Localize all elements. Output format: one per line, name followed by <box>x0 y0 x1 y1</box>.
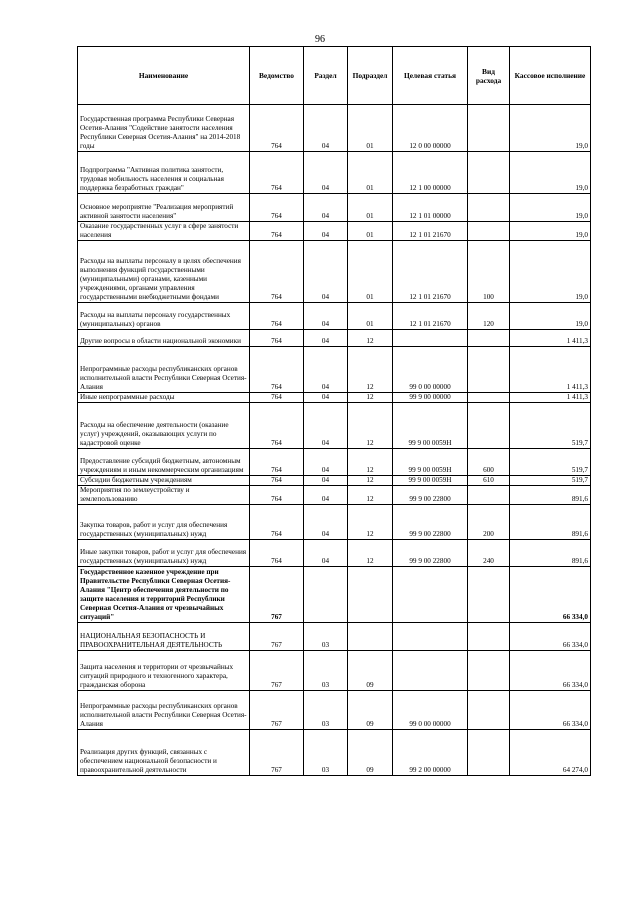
table-row <box>78 241 591 303</box>
cell-target: 99 9 00 0059Н <box>393 475 468 485</box>
cell-execution: 891,6 <box>510 539 591 566</box>
cell-name: Основное мероприятие "Реализация мероприятий активной занятости населения" <box>78 194 250 222</box>
cell-ministry: 764 <box>250 194 304 222</box>
table-row <box>78 475 591 485</box>
cell-execution: 66 334,0 <box>510 650 591 690</box>
cell-execution: 891,6 <box>510 504 591 539</box>
cell-target: 12 1 01 21670 <box>393 241 468 303</box>
cell-subsection: 12 <box>348 330 393 347</box>
cell-subsection: 12 <box>348 539 393 566</box>
cell-name: Предоставление субсидий бюджетным, автономным учреждениям и иным некоммерческим организациям <box>78 448 250 475</box>
cell-target: 12 1 00 00000 <box>393 152 468 194</box>
cell-target: 99 9 00 0059Н <box>393 448 468 475</box>
cell-subsection: 09 <box>348 729 393 775</box>
cell-section: 03 <box>304 690 348 729</box>
cell-section: 04 <box>304 241 348 303</box>
table-row <box>78 347 591 393</box>
cell-execution: 1 411,3 <box>510 330 591 347</box>
cell-name: Подпрограмма "Активная политика занятости, трудовая мобильность населения и социальная поддержка безработных граждан" <box>78 152 250 194</box>
table-row <box>78 303 591 330</box>
cell-target <box>393 622 468 650</box>
cell-execution: 19,0 <box>510 194 591 222</box>
cell-target: 12 1 01 00000 <box>393 194 468 222</box>
cell-execution: 1 411,3 <box>510 347 591 393</box>
cell-section: 04 <box>304 393 348 403</box>
table-row <box>78 222 591 241</box>
cell-section: 04 <box>304 448 348 475</box>
table-row <box>78 566 591 622</box>
cell-section: 04 <box>304 347 348 393</box>
cell-target: 99 0 00 00000 <box>393 690 468 729</box>
cell-expense-type <box>468 393 510 403</box>
cell-name: Расходы на выплаты персоналу в целях обеспечения выполнения функций государственными (муниципальными) органами, казенными учреждениями, органами управления государственными внебюджетными фондами <box>78 241 250 303</box>
table-row <box>78 105 591 152</box>
cell-ministry: 764 <box>250 448 304 475</box>
cell-expense-type <box>468 402 510 448</box>
cell-name: Защита населения и территории от чрезвычайных ситуаций природного и техногенного характера, гражданская оборона <box>78 650 250 690</box>
cell-target: 99 9 00 22800 <box>393 485 468 504</box>
table-row <box>78 650 591 690</box>
cell-subsection <box>348 622 393 650</box>
cell-subsection: 01 <box>348 152 393 194</box>
page-number: 96 <box>315 34 325 45</box>
cell-name: Расходы на обеспечение деятельности (оказание услуг) учреждений, оказывающих услуги по кадастровой оценке <box>78 402 250 448</box>
cell-subsection: 09 <box>348 650 393 690</box>
table-row <box>78 152 591 194</box>
cell-section: 04 <box>304 330 348 347</box>
cell-name: Непрограммные расходы республиканских органов исполнительной власти Республики Северная Осетия-Алания <box>78 690 250 729</box>
cell-target <box>393 330 468 347</box>
table-row <box>78 402 591 448</box>
cell-ministry: 764 <box>250 222 304 241</box>
table-row <box>78 330 591 347</box>
cell-target: 99 9 00 00000 <box>393 393 468 403</box>
cell-ministry: 767 <box>250 566 304 622</box>
header-ministry: Ведомство <box>250 47 304 105</box>
cell-target: 12 1 01 21670 <box>393 222 468 241</box>
cell-target: 99 2 00 00000 <box>393 729 468 775</box>
cell-section: 04 <box>304 485 348 504</box>
cell-execution: 19,0 <box>510 241 591 303</box>
header-section: Раздел <box>304 47 348 105</box>
cell-section: 04 <box>304 105 348 152</box>
cell-name: Иные непрограммные расходы <box>78 393 250 403</box>
cell-expense-type <box>468 105 510 152</box>
cell-execution: 19,0 <box>510 303 591 330</box>
cell-name: Расходы на выплаты персоналу государственных (муниципальных) органов <box>78 303 250 330</box>
cell-section: 04 <box>304 152 348 194</box>
table-row <box>78 448 591 475</box>
cell-execution: 19,0 <box>510 222 591 241</box>
cell-target <box>393 566 468 622</box>
cell-execution: 1 411,3 <box>510 393 591 403</box>
cell-name: Государственное казенное учреждение при Правительстве Республики Северная Осетия-Алания "Центр обеспечения деятельности по защите населения и территорий Республики Северная Осетия-Алания от чрезвычайных ситуаций" <box>78 566 250 622</box>
cell-section: 04 <box>304 539 348 566</box>
cell-target: 99 9 00 0059Н <box>393 402 468 448</box>
cell-ministry: 764 <box>250 475 304 485</box>
cell-target: 12 0 00 00000 <box>393 105 468 152</box>
header-subsection: Подраздел <box>348 47 393 105</box>
cell-subsection: 12 <box>348 402 393 448</box>
cell-ministry: 767 <box>250 729 304 775</box>
cell-section: 04 <box>304 402 348 448</box>
cell-execution: 66 334,0 <box>510 622 591 650</box>
cell-expense-type <box>468 690 510 729</box>
cell-expense-type: 600 <box>468 448 510 475</box>
cell-subsection: 12 <box>348 475 393 485</box>
cell-execution: 64 274,0 <box>510 729 591 775</box>
cell-expense-type: 610 <box>468 475 510 485</box>
cell-execution: 19,0 <box>510 152 591 194</box>
table-row <box>78 485 591 504</box>
cell-target <box>393 650 468 690</box>
cell-expense-type <box>468 222 510 241</box>
cell-expense-type: 100 <box>468 241 510 303</box>
budget-execution-table <box>77 46 591 776</box>
cell-execution: 66 334,0 <box>510 690 591 729</box>
cell-ministry: 764 <box>250 485 304 504</box>
cell-subsection: 12 <box>348 485 393 504</box>
cell-name: Государственная программа Республики Северная Осетия-Алания "Содействие занятости населения Республики Северная Осетия-Алания" на 2014-2018 годы <box>78 105 250 152</box>
cell-subsection: 12 <box>348 448 393 475</box>
cell-ministry: 764 <box>250 402 304 448</box>
cell-section: 04 <box>304 475 348 485</box>
cell-ministry: 764 <box>250 303 304 330</box>
cell-expense-type <box>468 622 510 650</box>
cell-section: 04 <box>304 504 348 539</box>
header-target: Целевая статья <box>393 47 468 105</box>
cell-ministry: 767 <box>250 690 304 729</box>
cell-subsection: 01 <box>348 241 393 303</box>
cell-ministry: 764 <box>250 347 304 393</box>
cell-subsection: 01 <box>348 222 393 241</box>
table-row <box>78 504 591 539</box>
cell-execution: 66 334,0 <box>510 566 591 622</box>
cell-subsection: 12 <box>348 504 393 539</box>
cell-expense-type <box>468 566 510 622</box>
cell-ministry: 764 <box>250 393 304 403</box>
cell-section: 03 <box>304 622 348 650</box>
cell-subsection: 01 <box>348 303 393 330</box>
cell-name: Непрограммные расходы республиканских органов исполнительной власти Республики Северная Осетия-Алания <box>78 347 250 393</box>
header-execution: Кассовое исполнение <box>510 47 591 105</box>
cell-execution: 891,6 <box>510 485 591 504</box>
cell-target: 99 0 00 00000 <box>393 347 468 393</box>
cell-section <box>304 566 348 622</box>
cell-ministry: 764 <box>250 105 304 152</box>
cell-name: Иные закупки товаров, работ и услуг для обеспечения государственных (муниципальных) нужд <box>78 539 250 566</box>
cell-name: Субсидии бюджетным учреждениям <box>78 475 250 485</box>
cell-expense-type <box>468 347 510 393</box>
cell-subsection: 01 <box>348 194 393 222</box>
cell-subsection: 09 <box>348 690 393 729</box>
cell-subsection: 12 <box>348 347 393 393</box>
cell-name: Оказание государственных услуг в сфере занятости населения <box>78 222 250 241</box>
cell-ministry: 767 <box>250 650 304 690</box>
cell-subsection: 01 <box>348 105 393 152</box>
cell-ministry: 764 <box>250 152 304 194</box>
cell-expense-type <box>468 152 510 194</box>
cell-ministry: 764 <box>250 330 304 347</box>
cell-target: 99 9 00 22800 <box>393 539 468 566</box>
cell-expense-type <box>468 194 510 222</box>
cell-name: Закупка товаров, работ и услуг для обеспечения государственных (муниципальных) нужд <box>78 504 250 539</box>
cell-expense-type <box>468 485 510 504</box>
cell-execution: 519,7 <box>510 402 591 448</box>
cell-ministry: 764 <box>250 539 304 566</box>
cell-name: Реализация других функций, связанных с обеспечением национальной безопасности и правоохранительной деятельности <box>78 729 250 775</box>
cell-expense-type: 120 <box>468 303 510 330</box>
cell-execution: 19,0 <box>510 105 591 152</box>
cell-name: Другие вопросы в области национальной экономики <box>78 330 250 347</box>
cell-expense-type: 200 <box>468 504 510 539</box>
cell-name: НАЦИОНАЛЬНАЯ БЕЗОПАСНОСТЬ И ПРАВООХРАНИТЕЛЬНАЯ ДЕЯТЕЛЬНОСТЬ <box>78 622 250 650</box>
cell-execution: 519,7 <box>510 475 591 485</box>
cell-subsection: 12 <box>348 393 393 403</box>
header-name: Наименование <box>78 47 250 105</box>
cell-section: 03 <box>304 650 348 690</box>
cell-section: 04 <box>304 303 348 330</box>
header-expense-type: Вид расхода <box>468 47 510 105</box>
cell-ministry: 764 <box>250 241 304 303</box>
cell-target: 99 9 00 22800 <box>393 504 468 539</box>
table-header-row <box>78 47 591 105</box>
cell-execution: 519,7 <box>510 448 591 475</box>
cell-subsection <box>348 566 393 622</box>
cell-section: 04 <box>304 222 348 241</box>
table-row <box>78 194 591 222</box>
cell-ministry: 767 <box>250 622 304 650</box>
cell-expense-type <box>468 330 510 347</box>
cell-section: 04 <box>304 194 348 222</box>
cell-expense-type <box>468 729 510 775</box>
cell-name: Мероприятия по землеустройству и землепользованию <box>78 485 250 504</box>
cell-section: 03 <box>304 729 348 775</box>
table-row <box>78 539 591 566</box>
cell-expense-type <box>468 650 510 690</box>
table-row <box>78 690 591 729</box>
table-row <box>78 622 591 650</box>
cell-expense-type: 240 <box>468 539 510 566</box>
table-row <box>78 729 591 775</box>
cell-ministry: 764 <box>250 504 304 539</box>
table-row <box>78 393 591 403</box>
cell-target: 12 1 01 21670 <box>393 303 468 330</box>
